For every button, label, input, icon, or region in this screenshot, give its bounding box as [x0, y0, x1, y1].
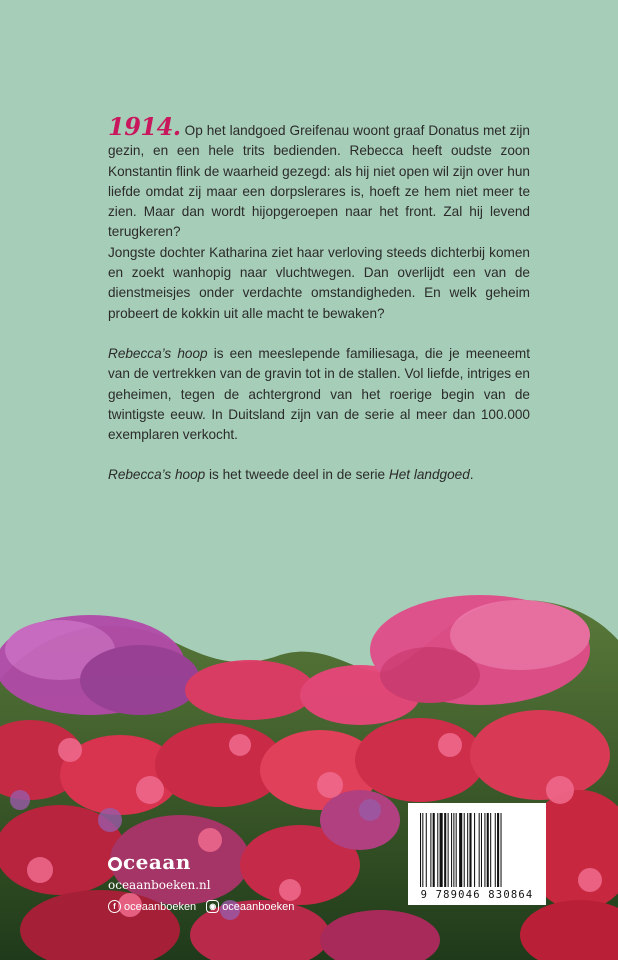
barcode-bar	[479, 813, 480, 887]
barcode-bar	[467, 813, 468, 887]
barcode-bar	[484, 813, 485, 887]
blurb-paragraph-3-text: is het tweede deel in de serie	[205, 467, 389, 483]
barcode-bar	[422, 813, 423, 887]
blurb-text	[108, 112, 530, 506]
isbn-number: 9 789046 830864	[420, 889, 534, 901]
barcode-bar	[420, 813, 421, 887]
barcode-bar	[474, 813, 475, 887]
barcode-bar	[444, 813, 446, 887]
instagram-icon: ◉	[206, 900, 219, 913]
barcode-bar	[464, 813, 465, 887]
barcode-bar	[487, 813, 489, 887]
barcode-bar	[451, 813, 452, 887]
barcode-bar	[481, 813, 482, 887]
series-title-inline: Het landgoed	[388, 467, 470, 483]
barcode-bar	[430, 813, 431, 887]
blurb-paragraph-1-text: Op het landgoed Greifenau woont graaf Donatus met zijn gezin, en een hele trits bedienden. Rebecca heeft oudste zoon Konstantin flink de waarheid gezegd: als hij niet open wil zijn over hun liefde omdat zij maar een dorpslerares is, hoeft ze hem niet meer te zien. Maar dan wordt hijopgeroepen naar het front. Zal hij levend terugkeren?	[108, 123, 530, 240]
blurb-paragraph-1b: Jongste dochter Katharina ziet haar verloving steeds dichterbij komen en zoekt wanhopig naar vluchtwegen. Dan overlijdt een van de dienstmeisjes onder verdachte omstandigheden. En welk geheim probeert de kokkin uit alle macht te bewaken?	[108, 244, 530, 321]
logo-ring-icon	[108, 857, 122, 871]
barcode-bar	[440, 813, 443, 887]
barcode-bars	[420, 813, 534, 887]
barcode-bar	[497, 813, 499, 887]
publisher-brand	[108, 850, 211, 892]
barcode-bar	[490, 813, 491, 887]
facebook-handle: oceaanboeken	[124, 900, 197, 913]
publisher-website: oceaanboeken.nl	[108, 878, 211, 892]
barcode-bar	[433, 813, 435, 887]
barcode-bar	[426, 813, 427, 887]
publisher-logo-text: ceaan	[123, 850, 191, 874]
instagram-link	[206, 900, 294, 913]
barcode-bar	[495, 813, 496, 887]
book-title-inline: Rebecca’s hoop	[108, 345, 208, 361]
book-title-inline: Rebecca’s hoop	[108, 467, 206, 483]
barcode-bar	[437, 813, 438, 887]
blurb-paragraph-2	[108, 344, 530, 445]
blurb-paragraph-1	[108, 112, 530, 243]
barcode-bar	[459, 813, 462, 887]
social-links	[108, 900, 294, 913]
barcode-bar	[453, 813, 454, 887]
publisher-logo	[108, 850, 211, 874]
facebook-icon: f	[108, 900, 121, 913]
barcode	[408, 803, 546, 905]
blurb-paragraph-2-text: is een meeslepende familiesaga, die je meeneemt van de vertrekken van de gravin tot in de stallen. Vol liefde, intriges en geheimen, tegen de achtergrond van het roerige begin van de twintigste eeuw. In Duitsland zijn van de serie al meer dan 100.000 exemplaren verkocht.	[108, 345, 530, 443]
instagram-handle: oceaanboeken	[222, 900, 295, 913]
blurb-paragraph-3-end: .	[469, 467, 474, 483]
facebook-link	[108, 900, 196, 913]
barcode-bar	[501, 813, 502, 887]
barcode-bar	[448, 813, 449, 887]
barcode-bar	[469, 813, 471, 887]
year-heading: 1914.	[108, 112, 181, 141]
blurb-paragraph-3	[108, 465, 530, 485]
barcode-bar	[456, 813, 457, 887]
